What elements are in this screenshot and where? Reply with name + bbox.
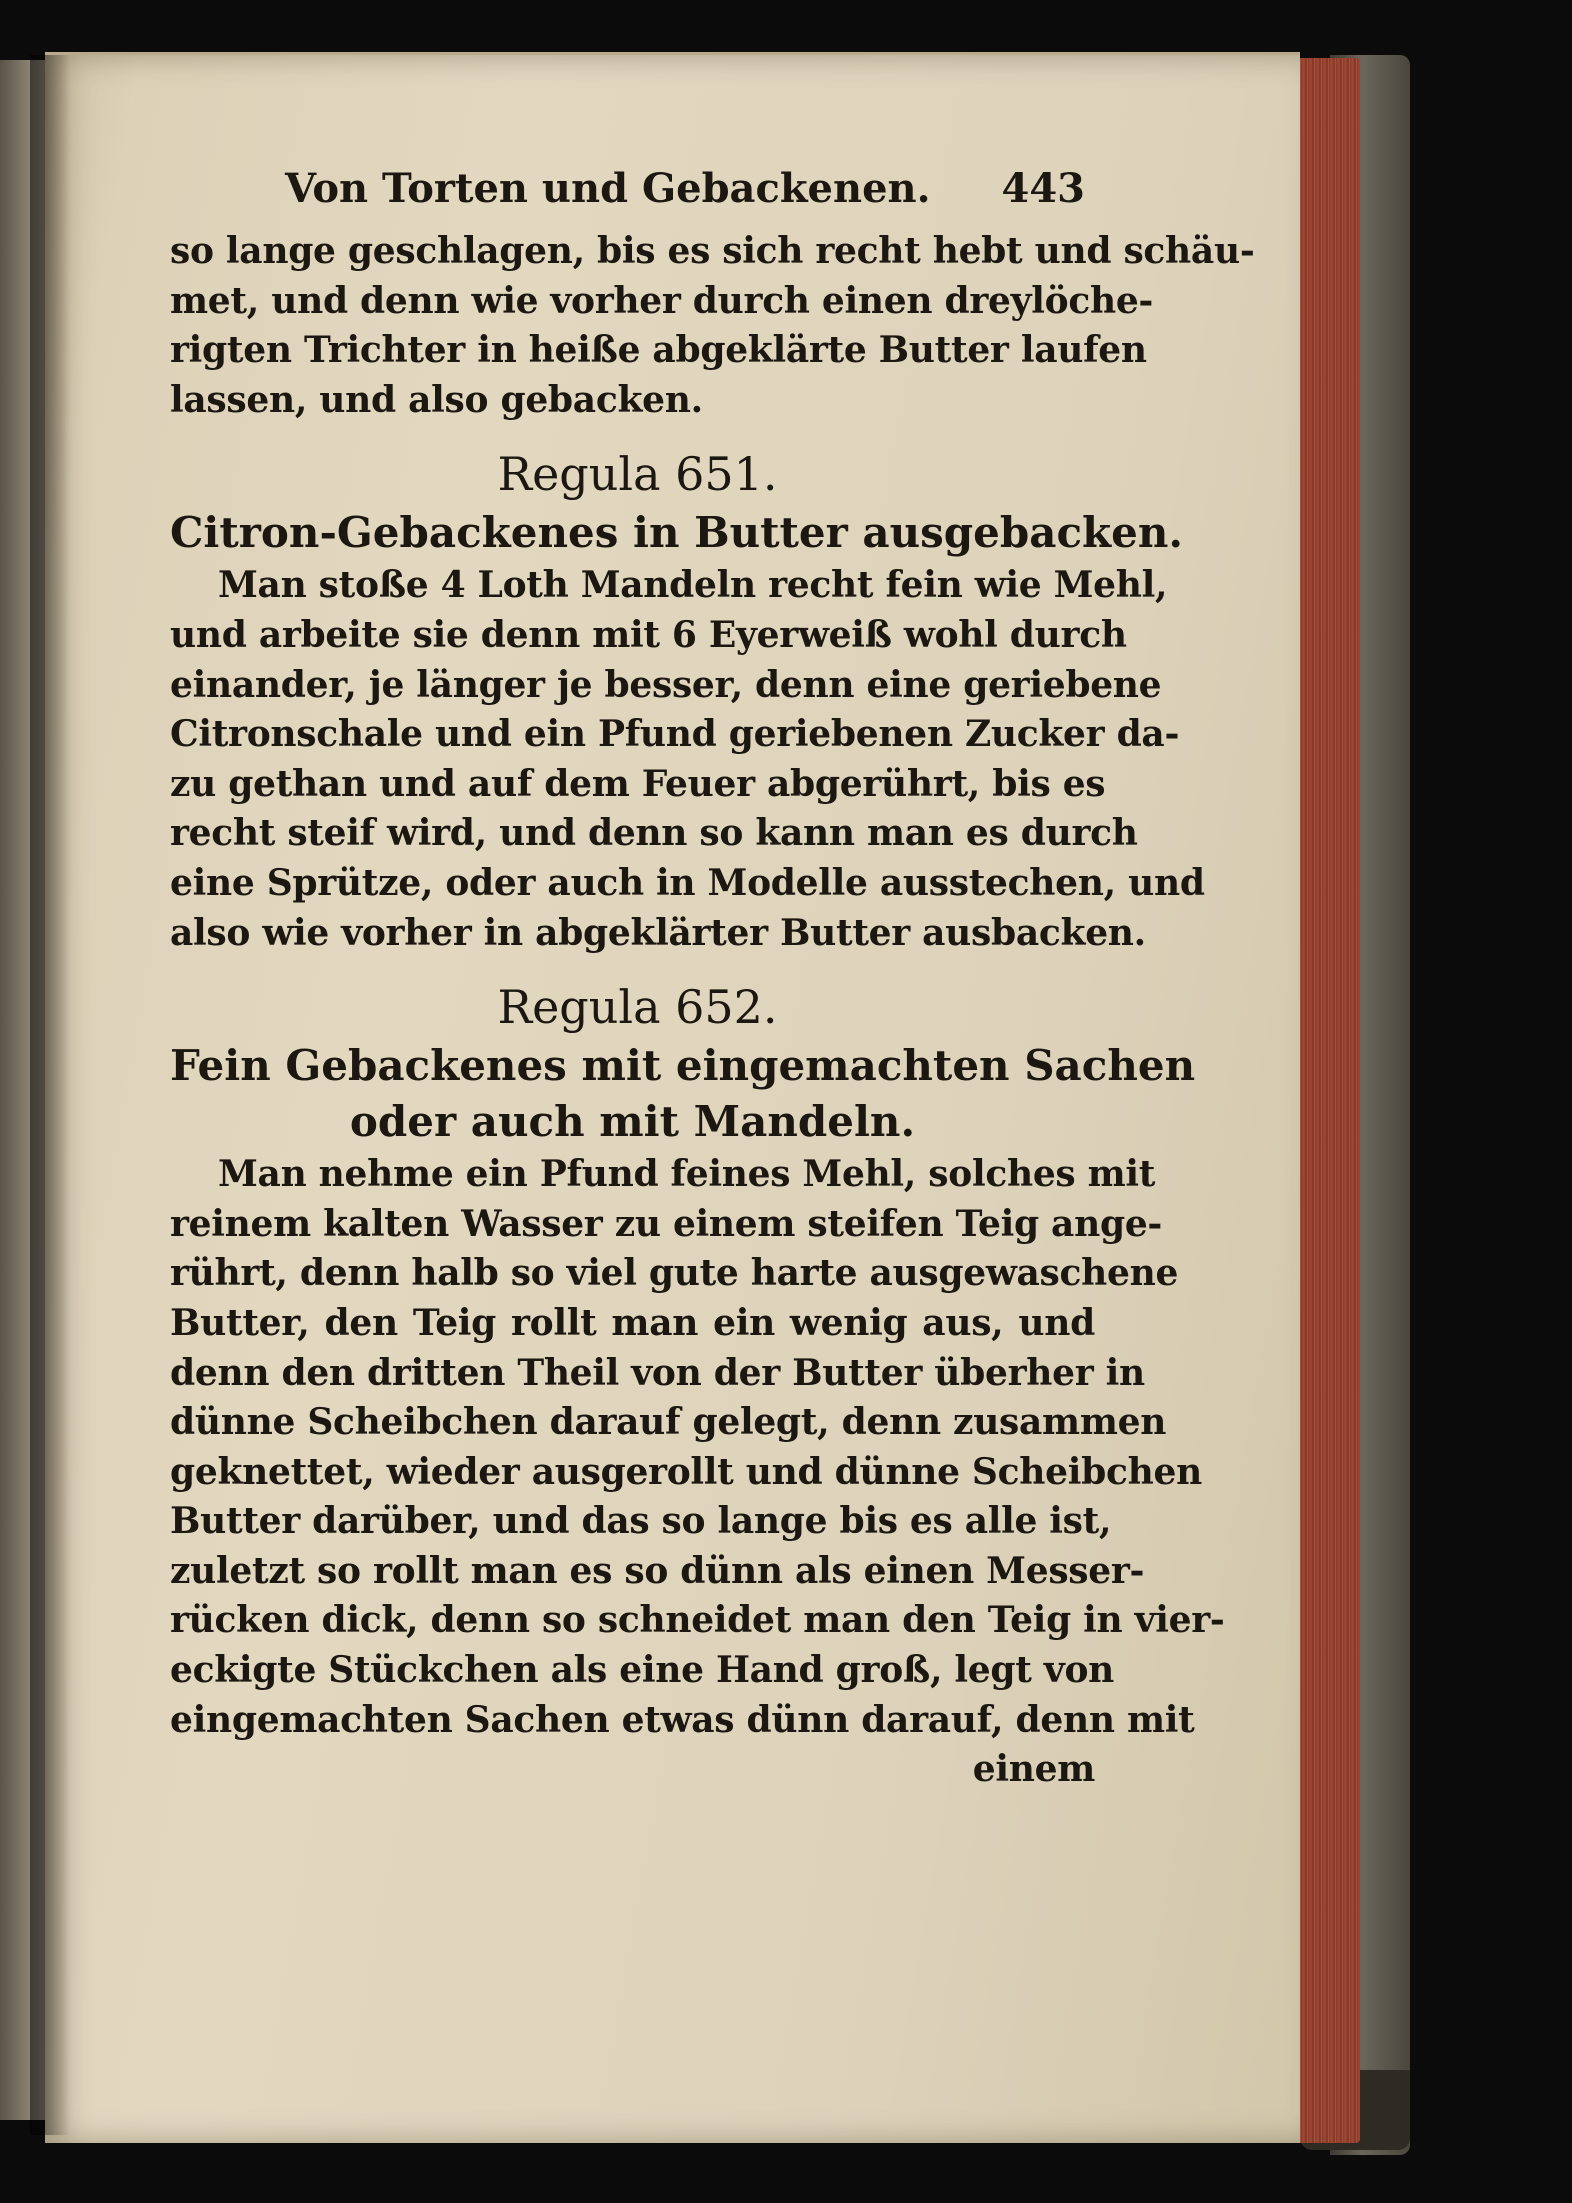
text-line: rücken dick, denn so schneidet man den Teig in vier- [170, 1599, 1225, 1642]
text-line: denn den dritten Theil von der Butter überher in [170, 1351, 1145, 1394]
rule-651-subtitle: Citron-Gebackenes in Butter ausgebacken. [170, 508, 1184, 558]
rule-651-body [170, 561, 1205, 958]
page-text [170, 165, 1255, 1795]
text-line: einander, je länger je besser, denn eine geriebene [170, 663, 1162, 706]
text-line: geknettet, wieder ausgerollt und dünne Scheibchen [170, 1450, 1202, 1493]
text-line: eckigte Stückchen als eine Hand groß, legt von [170, 1649, 1115, 1692]
text-line: recht steif wird, und denn so kann man es durch [170, 812, 1138, 855]
text-line: Butter darüber, und das so lange bis es alle ist, [170, 1500, 1112, 1543]
text-line: Man stoße 4 Loth Mandeln recht fein wie Mehl, [218, 564, 1168, 607]
rule-652-subtitle-line: oder auch mit Mandeln. [349, 1097, 916, 1147]
text-line: dünne Scheibchen darauf gelegt, denn zusammen [170, 1401, 1167, 1444]
rule-651-title: Regula 651. [497, 447, 778, 502]
text-line: rührt, denn halb so viel gute harte ausgewaschene [170, 1252, 1179, 1295]
text-line: eingemachten Sachen etwas dünn darauf, denn mit [170, 1698, 1195, 1741]
text-line: und arbeite sie denn mit 6 Eyerweiß wohl durch [170, 613, 1127, 656]
page-number: 443 [1001, 165, 1085, 212]
running-header [170, 165, 1095, 227]
intro-paragraph [170, 227, 1255, 425]
rule-652-title: Regula 652. [497, 980, 778, 1035]
text-line: eine Sprütze, oder auch in Modelle ausstechen, und [170, 861, 1205, 904]
text-line: zuletzt so rollt man es so dünn als einen Messer- [170, 1549, 1145, 1592]
text-line: also wie vorher in abgeklärter Butter ausbacken. [170, 911, 1146, 954]
text-line: Man nehme ein Pfund feines Mehl, solches mit [218, 1153, 1156, 1196]
text-line: zu gethan und auf dem Feuer abgerührt, bis es [170, 762, 1106, 805]
text-line: lassen, und also gebacken. [170, 378, 703, 421]
text-line: Citronschale und ein Pfund geriebenen Zucker da- [170, 713, 1180, 756]
text-line: reinem kalten Wasser zu einem steifen Teig ange- [170, 1202, 1163, 1245]
text-line: met, und denn wie vorher durch einen dreylöche- [170, 279, 1154, 322]
text-line: Butter, den Teig rollt man ein wenig aus, und [170, 1301, 1095, 1344]
book-spine-shadow [30, 55, 70, 2135]
catchword: einem [972, 1748, 1095, 1791]
text-line: rigten Trichter in heiße abgeklärte Butter laufen [170, 329, 1147, 372]
text-line: so lange geschlagen, bis es sich recht hebt und schäu- [170, 230, 1255, 272]
rule-652-body [170, 1150, 1225, 1795]
running-title: Von Torten und Gebackenen. [285, 165, 931, 212]
rule-652-subtitle-line: Fein Gebackenes mit eingemachten Sachen [170, 1041, 1196, 1091]
